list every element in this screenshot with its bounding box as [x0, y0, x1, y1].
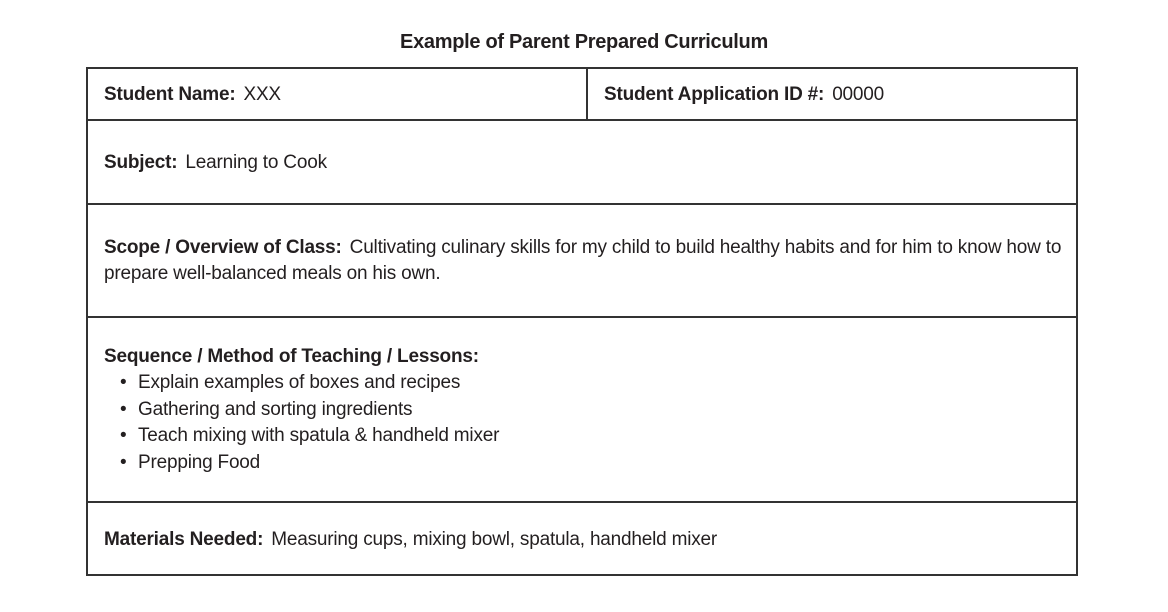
- materials-label: Materials Needed:: [104, 529, 264, 550]
- application-id-label: Student Application ID #:: [604, 84, 825, 105]
- sequence-field: [104, 344, 479, 370]
- sequence-row: [88, 318, 1076, 503]
- student-info-row: [88, 69, 1076, 121]
- student-name-field: [104, 82, 281, 108]
- application-id-cell: [588, 69, 1076, 119]
- lesson-text: Teach mixing with spatula & handheld mixer: [138, 425, 500, 446]
- lesson-text: Explain examples of boxes and recipes: [138, 372, 461, 393]
- bullet-icon: •: [120, 451, 127, 473]
- student-name-value: XXX: [243, 84, 281, 105]
- list-item: [120, 450, 499, 477]
- application-id-field: [604, 82, 884, 108]
- bullet-icon: •: [120, 372, 127, 393]
- list-item: [120, 397, 499, 424]
- scope-value: Cultivating culinary skills for my child to build healthy habits and for him to know how to prepare well-balanced meals on his own.: [104, 237, 1062, 284]
- student-name-cell: [88, 69, 588, 119]
- materials-value: Measuring cups, mixing bowl, spatula, handheld mixer: [271, 529, 718, 550]
- scope-row: [88, 205, 1076, 318]
- sequence-label: Sequence / Method of Teaching / Lessons:: [104, 346, 479, 367]
- document-title: Example of Parent Prepared Curriculum: [400, 31, 768, 53]
- lesson-list: [120, 370, 500, 476]
- materials-field: [104, 527, 717, 553]
- bullet-icon: •: [120, 425, 127, 446]
- lesson-text: Gathering and sorting ingredients: [138, 398, 413, 420]
- list-item: [120, 423, 500, 450]
- materials-row: [88, 503, 1076, 576]
- application-id-value: 00000: [832, 84, 885, 105]
- scope-label: Scope / Overview of Class:: [104, 237, 342, 258]
- list-item: [120, 370, 499, 397]
- subject-field: [104, 150, 327, 176]
- subject-row: [88, 121, 1076, 205]
- lesson-text: Prepping Food: [138, 451, 261, 473]
- scope-field: [104, 235, 1064, 287]
- bullet-icon: •: [120, 398, 127, 420]
- student-name-label: Student Name:: [104, 84, 236, 105]
- curriculum-form-table: [86, 67, 1078, 576]
- subject-value: Learning to Cook: [185, 152, 327, 173]
- subject-label: Subject:: [104, 152, 178, 173]
